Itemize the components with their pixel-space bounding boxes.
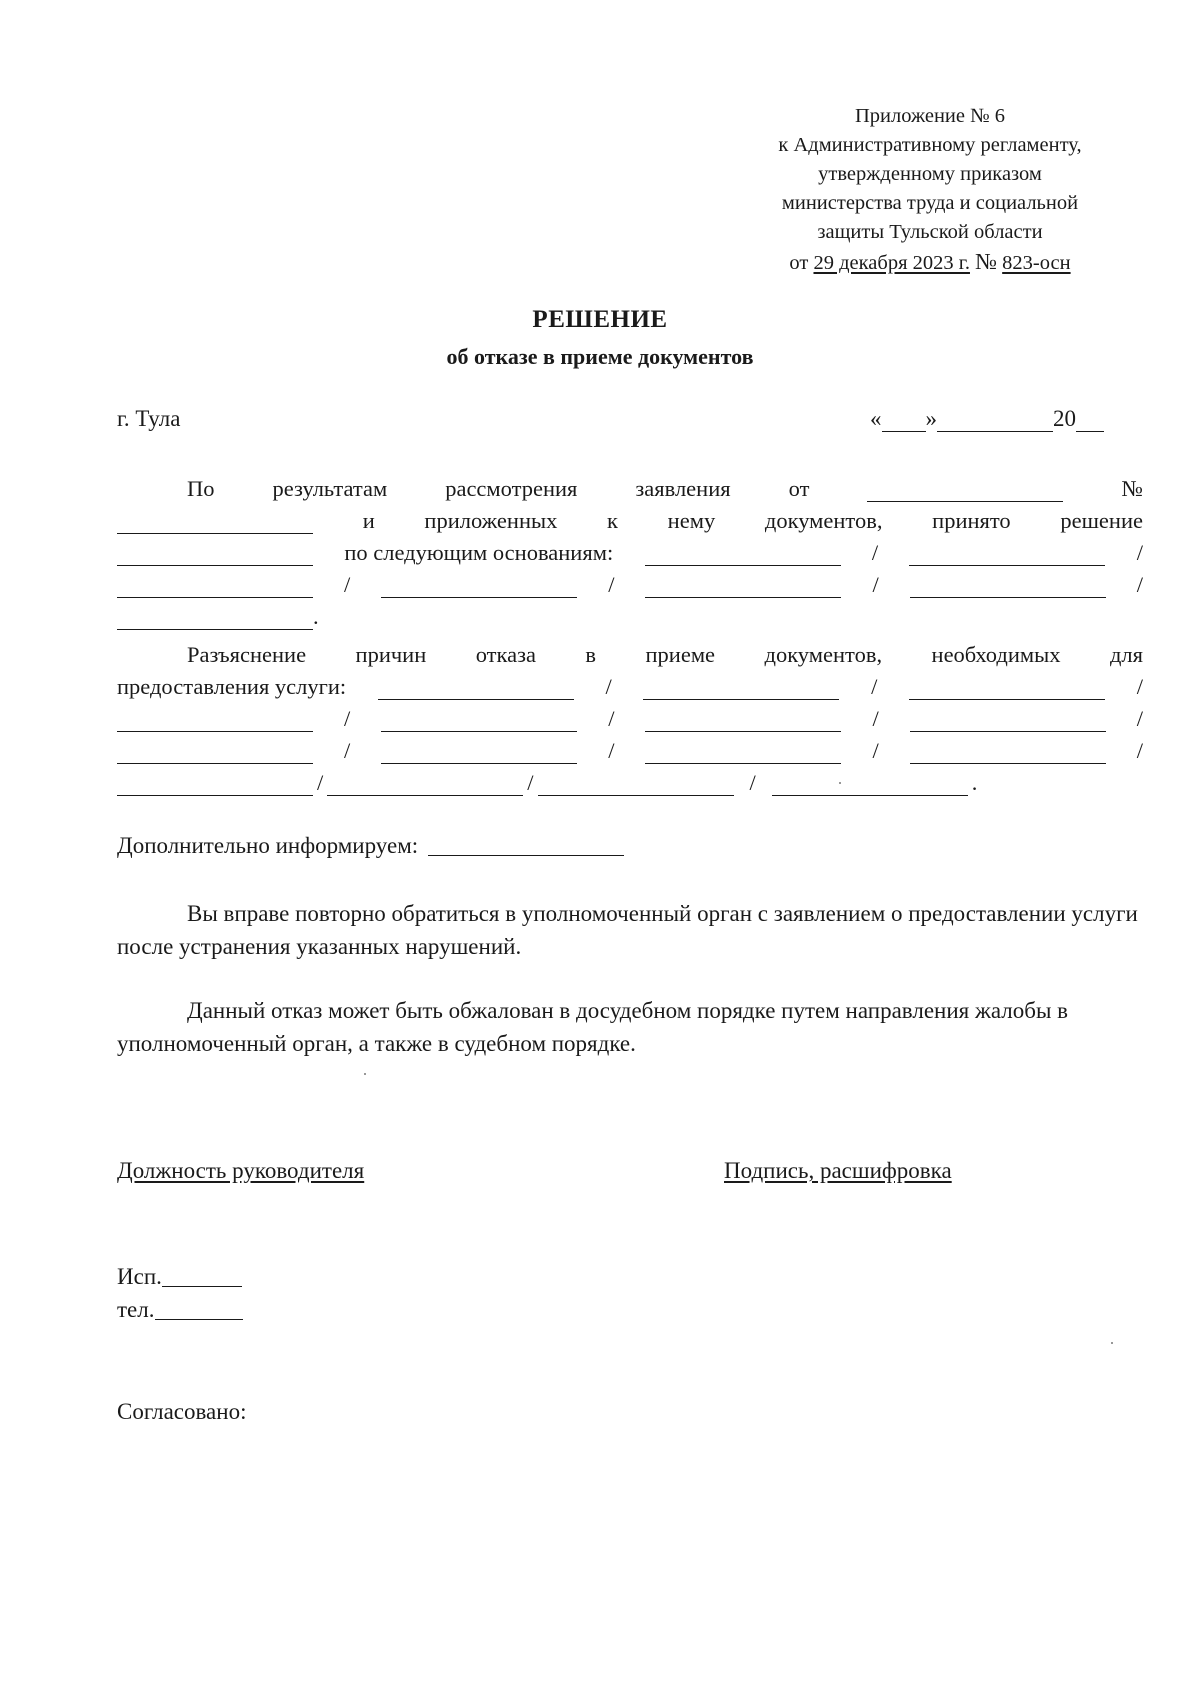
slash: /	[749, 770, 756, 795]
phone-blank[interactable]	[155, 1297, 243, 1320]
grounds-label: по следующим основаниям:	[344, 540, 614, 565]
word: причин	[355, 642, 427, 667]
word: для	[1109, 642, 1143, 667]
slash: /	[1136, 572, 1143, 597]
word: к	[607, 508, 618, 533]
scan-speck	[1111, 1342, 1113, 1344]
agreed-label: Согласовано:	[117, 1399, 247, 1424]
reason-blank[interactable]	[645, 711, 841, 732]
slash: /	[1136, 706, 1143, 731]
executor-blank[interactable]	[162, 1264, 242, 1287]
application-date-blank[interactable]	[867, 481, 1063, 502]
slash: /	[343, 738, 351, 763]
day-blank[interactable]	[882, 409, 926, 432]
additional-blank[interactable]	[428, 833, 624, 856]
reason-blank[interactable]	[381, 711, 577, 732]
reason-blank[interactable]	[910, 711, 1106, 732]
attachment-line-4: министерства труда и социальной	[781, 192, 1079, 214]
slash: /	[608, 572, 615, 597]
scan-speck	[364, 1073, 366, 1075]
attachment-line-2: к Административному регламенту,	[778, 134, 1082, 156]
slash: /	[608, 706, 615, 731]
explanation-line-2	[117, 668, 1143, 700]
ground-blank[interactable]	[117, 609, 313, 630]
slash: /	[608, 738, 615, 763]
application-number-blank[interactable]	[117, 513, 313, 534]
reason-blank[interactable]	[909, 679, 1105, 700]
decision-line-3	[117, 534, 1143, 566]
word: от	[788, 476, 810, 501]
reason-blank[interactable]	[538, 775, 734, 796]
number-sign: №	[1121, 476, 1143, 501]
reason-blank[interactable]	[378, 679, 574, 700]
word: и	[362, 508, 375, 533]
decision-line-5	[117, 598, 1143, 630]
word: нему	[667, 508, 716, 533]
slash: /	[343, 706, 351, 731]
decision-line-2	[117, 502, 1143, 534]
attachment-line-1: Приложение № 6	[854, 105, 1006, 127]
service-label: предоставления услуги:	[117, 674, 347, 699]
word: заявления	[635, 476, 731, 501]
order-date: 29 декабря 2023 г.	[813, 252, 970, 274]
slash: /	[871, 540, 879, 565]
scan-speck	[839, 782, 841, 784]
attachment-line-3: утвержденному приказом	[818, 163, 1042, 185]
word: рассмотрения	[445, 476, 578, 501]
reason-blank[interactable]	[381, 743, 577, 764]
attachment-line-5: защиты Тульской области	[817, 221, 1043, 243]
reason-blank[interactable]	[772, 775, 968, 796]
slash: /	[872, 706, 879, 731]
explanation-line-5	[117, 764, 1143, 796]
slash: /	[872, 572, 879, 597]
word: приложенных	[424, 508, 558, 533]
phone-label: тел.	[117, 1297, 155, 1322]
explanation-line-3	[117, 700, 1143, 732]
explanation-block	[117, 636, 1143, 796]
end-dot: .	[313, 604, 319, 629]
ground-blank[interactable]	[117, 577, 313, 598]
ground-blank[interactable]	[381, 577, 577, 598]
word: документов,	[764, 642, 883, 667]
position-label: Должность руководителя	[117, 1158, 365, 1183]
decision-blank[interactable]	[117, 545, 313, 566]
document-subtitle: об отказе в приеме документов	[446, 344, 754, 369]
order-number: 823-осн	[1002, 252, 1071, 274]
slash: /	[872, 738, 879, 763]
decision-line-1	[117, 470, 1143, 502]
slash: /	[1136, 738, 1143, 763]
place-label: г. Тула	[117, 406, 181, 431]
slash: /	[317, 770, 324, 795]
word: Разъяснение	[187, 642, 307, 667]
document-title: РЕШЕНИЕ	[532, 306, 668, 333]
word: приеме	[645, 642, 716, 667]
decision-line-4	[117, 566, 1143, 598]
word: принято	[932, 508, 1011, 533]
end-dot: .	[971, 770, 978, 795]
word: решение	[1060, 508, 1143, 533]
executor-block	[117, 1260, 243, 1326]
reason-blank[interactable]	[327, 775, 523, 796]
number-sign: №	[975, 249, 998, 274]
reason-blank[interactable]	[910, 743, 1106, 764]
slash: /	[871, 674, 878, 699]
word: в	[585, 642, 597, 667]
year-prefix: 20	[1053, 406, 1076, 431]
ground-blank[interactable]	[645, 545, 841, 566]
reason-blank[interactable]	[117, 711, 313, 732]
order-date-line	[750, 247, 1110, 278]
attachment-header	[750, 102, 1110, 278]
reason-blank[interactable]	[117, 775, 313, 796]
word: отказа	[475, 642, 536, 667]
executor-label: Исп.	[117, 1264, 162, 1289]
reason-blank[interactable]	[645, 743, 841, 764]
word: результатам	[272, 476, 388, 501]
reason-blank[interactable]	[643, 679, 839, 700]
word: необходимых	[931, 642, 1061, 667]
slash: /	[1136, 540, 1143, 565]
paragraph-appeal: Данный отказ может быть обжалован в досудебном порядке путем направления жалобы в уполномоченный орган, а также в судебном порядке.	[117, 998, 1069, 1056]
executor-row	[117, 1260, 243, 1293]
decision-block	[117, 470, 1143, 630]
ground-blank[interactable]	[910, 577, 1106, 598]
word: По	[187, 476, 215, 501]
additional-label: Дополнительно информируем:	[117, 833, 419, 858]
slash: /	[527, 770, 534, 795]
word: документов,	[764, 508, 883, 533]
phone-row	[117, 1293, 243, 1326]
explanation-line-4	[117, 732, 1143, 764]
slash: /	[1136, 674, 1143, 699]
date-field	[870, 406, 1104, 432]
explanation-line-1	[117, 636, 1143, 668]
paragraph-reapply: Вы вправе повторно обратиться в уполномоченный орган с заявлением о предоставлении услуги после устранения указанных нарушений.	[117, 901, 1138, 959]
ground-blank[interactable]	[909, 545, 1105, 566]
reason-blank[interactable]	[117, 743, 313, 764]
close-quote: »	[925, 406, 937, 431]
signature-label: Подпись, расшифровка	[724, 1158, 952, 1183]
slash: /	[343, 572, 351, 597]
slash: /	[605, 674, 612, 699]
additional-info	[117, 829, 1143, 862]
open-quote: «	[870, 406, 882, 431]
ground-blank[interactable]	[645, 577, 841, 598]
month-blank[interactable]	[937, 409, 1053, 432]
date-prefix: от	[789, 252, 809, 274]
year-blank[interactable]	[1076, 409, 1104, 432]
